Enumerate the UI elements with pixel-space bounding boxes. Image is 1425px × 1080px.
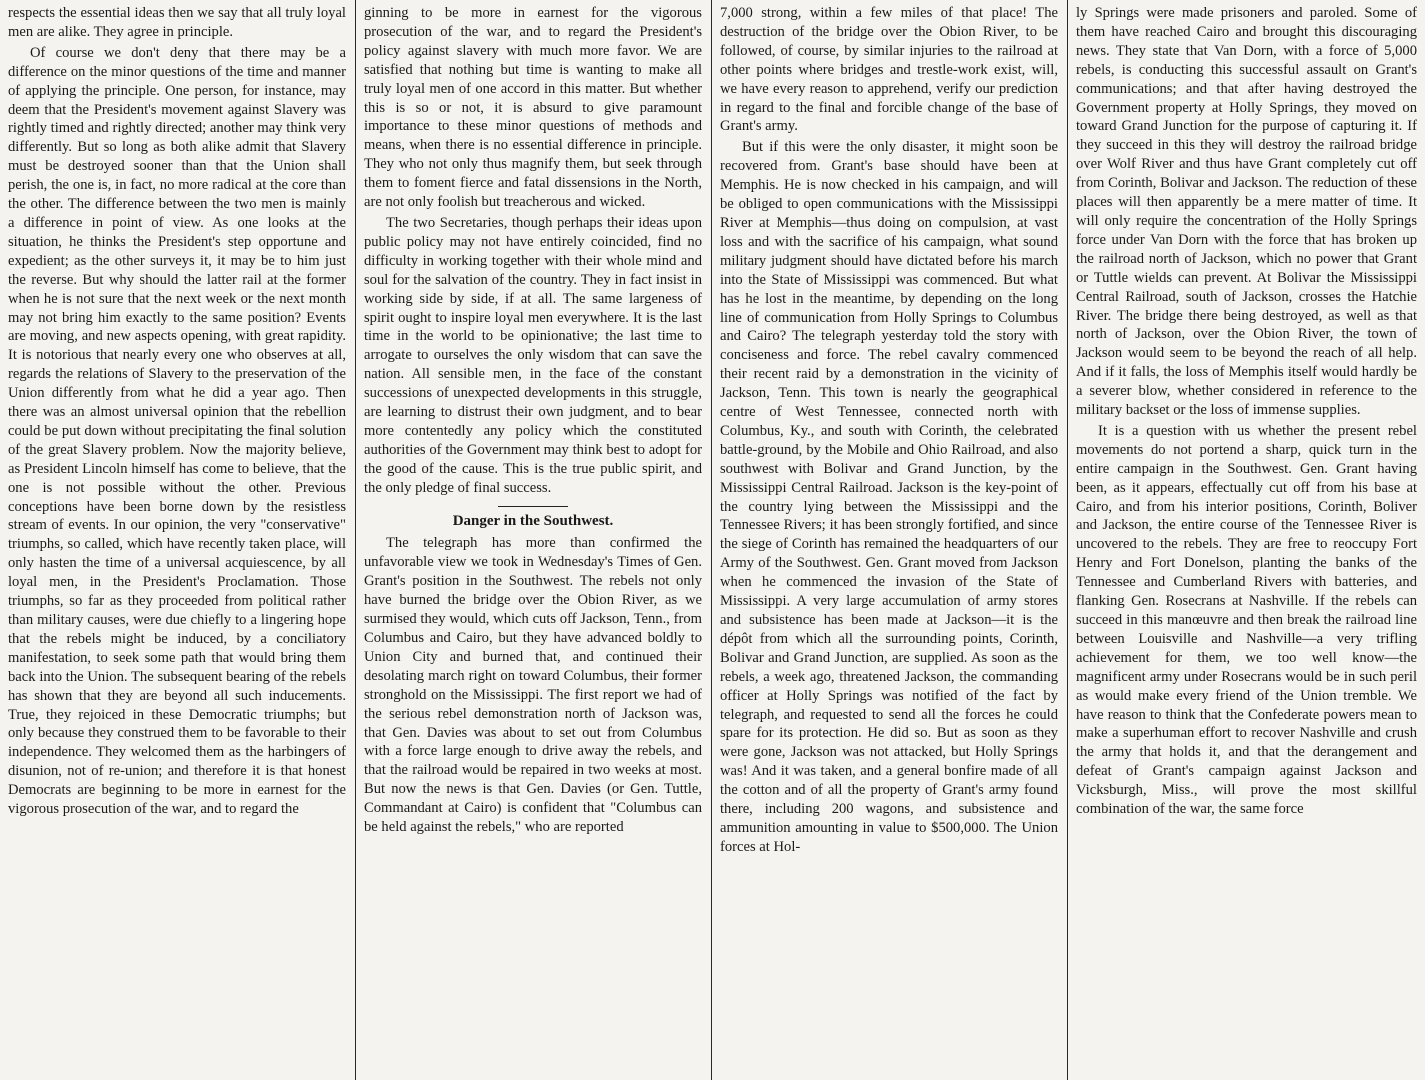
paragraph: But if this were the only disaster, it might soon be recovered from. Grant's base should have been at Memphis. He is now checked in his campaign, and will be obliged to open communications with the Mississippi River at Memphis—thus doing on compulsion, at vast loss and with the sacrifice of his campaign, what sound military judgment should have dictated before his march into the State of Mississippi was commenced. But what has he lost in the meantime, by depending on the long line of communication from Holly Springs to Columbus and Cairo? The telegraph yesterday told the story with conciseness and force. The rebel cavalry commenced their recent raid by a demonstration in the vicinity of Jackson, Tenn. This town is nearly the geographical centre of West Tennessee, connected north with Columbus, Ky., and south with Corinth, the celebrated battle-ground, by the Mobile and Ohio Railroad, and also southwest with Bolivar and Grand Junction, by the Mississippi Central Railroad. Jackson is the key-point of the country lying between the Mississippi and the Tennessee Rivers; it has been strongly fortified, and since the siege of Corinth has remained the headquarters of our Army of the Southwest. Gen. Grant moved from Jackson when he commenced the invasion of the State of Mississippi. A very large accumulation of army stores and subsistence has been made at Jackson—it is the dépôt from which all the surrounding points, Corinth, Bolivar and Grand Junction, are supplied. As soon as the rebels, a week ago, threatened Jackson, the commanding officer at Holly Springs was notified of the fact by telegraph, and requested to send all the forces he could spare for its protection. He did so. But as soon as they were gone, Jackson was not attacked, but Holly Springs was! And it was taken, and a general bonfire made of all the cotton and of all the property of Grant's army found there, including 200 wagons, and subsistence and ammunition amounting in value to $500,000. The Union forces at Hol- xyxy=(720,139,1058,855)
column-3 xyxy=(712,0,1066,1080)
paragraph: 7,000 strong, within a few miles of that place! The destruction of the bridge over the Obion River, to be followed, of course, by similar injuries to the railroad at other points where bridges and trestle-work exist, will, we have every reason to apprehend, verify our prediction in regard to the final and forcible change of the base of Grant's army. xyxy=(720,5,1058,135)
paragraph: Of course we don't deny that there may be a difference on the minor questions of the time and manner of applying the principle. One person, for instance, may deem that the President's movement against Slavery was rightly timed and rightly directed; another may think very differently. But so long as both alike admit that Slavery must be destroyed sooner than that the Union shall perish, the one is, in fact, no more radical at the core than the other. The difference between the two men is mainly a difference in point of view. As one looks at the situation, he thinks the President's step opportune and expedient; as the other surveys it, it may be to him just the reverse. But why should the latter rail at the former when he is not sure that the next week or the next month may not bring him exactly to the same position? Events are moving, and new aspects opening, with great rapidity. It is notorious that nearly every one who observes at all, regards the relations of Slavery to the preservation of the Union differently from what he did a year ago. Then there was an almost universal opinion that the rebellion could be put down without precipitating the final solution of the great Slavery problem. Now the majority believe, as President Lincoln himself has come to believe, that the one is not possible without the other. Previous conceptions have been borne down by the resistless stream of events. In our opinion, the very "conservative" triumphs, so called, which have recently taken place, will only hasten the time of a universal acquiescence, by all loyal men, in the President's Proclamation. Those triumphs, so far as they proceeded from political rather than military causes, were due chiefly to a lingering hope that the rebels might be induced, by a conciliatory manifestation, to seek some path that would bring them back into the Union. The subsequent bearing of the rebels has shown that they are beyond all such inducements. True, they rejoiced in these Democratic triumphs; but only because they construed them to be favorable to their independence. They welcomed them as the harbingers of disunion, not of re-union; and therefore it is that honest Democrats are beginning to be more in earnest for the vigorous prosecution of the war, and to regard the xyxy=(8,44,346,818)
column-2 xyxy=(356,0,710,1080)
column-4 xyxy=(1068,0,1425,1080)
paragraph: ginning to be more in earnest for the vigorous prosecution of the war, and to regard the President's policy against slavery with much more favor. We are satisfied that nothing but time is wanting to make all truly loyal men of one accord in this matter. But whether this is so or not, it is absurd to give paramount importance to these minor questions of methods and means, when there is no essential difference in principle. They who not only thus magnify them, but seek through them to foment fierce and fatal dissensions in the North, are not only foolish but treacherous and wicked. xyxy=(364,5,702,211)
paragraph: It is a question with us whether the present rebel movements do not portend a sharp, quick turn in the entire campaign in the Southwest. Gen. Grant having been, as it appears, effectually cut off from his base at Cairo, and from his interior positions, Corinth, Boliver and Jackson, the entire course of the Tennessee River is uncovered to the rebels. They are free to reoccupy Fort Henry and Fort Donelson, planting the banks of the Tennessee and Cumberland Rivers with batteries, and flanking Gen. Rosecrans at Nashville. If the rebels can succeed in this manœuvre and then break the railroad line between Louisville and Nashville—a very trifling achievement for them, we too well know—the magnificent army under Rosecrans would be in such peril as would make every friend of the Union tremble. We have reason to think that the Confederate powers mean to make a superhuman effort to recover Nashville and crush the army that holds it, and that the derangement and defeat of Grant's campaign against Jackson and Vicksburgh, Miss., will prove the most skillful combination of the war, the same force xyxy=(1076,422,1417,818)
paragraph: The telegraph has more than confirmed the unfavorable view we took in Wednesday's Times of Gen. Grant's position in the Southwest. The rebels not only have burned the bridge over the Obion River, as we surmised they would, which cuts off Jackson, Tenn., from Columbus and Cairo, but they have advanced boldly to Union City and burned that, and continued their desolating march right on toward Columbus, their former stronghold on the Mississippi. The first report we had of the serious rebel demonstration north of Jackson was, that Gen. Davies was about to set out from Columbus with a force large enough to drive away the rebels, and that the railroad would be repaired in two weeks at most. But now the news is that Gen. Davies (or Gen. Tuttle, Commandant at Cairo) is confident that "Columbus can be held against the rebels," who are reported xyxy=(364,535,702,836)
headline-divider xyxy=(498,506,568,507)
paragraph: The two Secretaries, though perhaps their ideas upon public policy may not have entirely coincided, find no difficulty in working together with their whole mind and soul for the salvation of the country. They in fact insist in working side by side, if at all. The same largeness of spirit ought to inspire loyal men everywhere. It is the last time in the world to be opinionative; the last time to arrogate to ourselves the only wisdom that can save the nation. All sensible men, in the face of the constant successions of unexpected developments in this struggle, are learning to distrust their own judgment, and to bear more contentedly any policy which the constituted authorities of the Government may think best to adopt for the good of the cause. This is the true public spirit, and the only pledge of final success. xyxy=(364,214,702,496)
paragraph: respects the essential ideas then we say that all truly loyal men are alike. They agree in principle. xyxy=(8,5,346,40)
article-headline: Danger in the Southwest. xyxy=(452,512,614,529)
paragraph: ly Springs were made prisoners and paroled. Some of them have reached Cairo and brought this discouraging news. They state that Van Dorn, with a force of 5,000 rebels, is conducting this successful assault on Grant's communications; and that after having destroyed the Government property at Holly Springs, they moved on toward Grand Junction for the purpose of capturing it. If they succeed in this they will destroy the railroad bridge over Wolf River and thus have Grant completely cut off from Corinth, Bolivar and Jackson. The reduction of these places will then apparently be a mere matter of time. It will only require the concentration of the Holly Springs force under Van Dorn with the force that has broken up the railroad north of Jackson, which no power that Grant or Tuttle wields can prevent. At Bolivar the Mississippi Central Railroad, south of Jackson, crosses the Hatchie River. The bridge there being destroyed, as well as that north of Jackson, over the Obion River, the town of Jackson would seem to be beyond the reach of all help. And if it falls, the loss of Memphis itself would hardly be a severer blow, whether considered in reference to the military backset or the loss of immense supplies. xyxy=(1076,5,1417,419)
column-1 xyxy=(0,0,354,1080)
